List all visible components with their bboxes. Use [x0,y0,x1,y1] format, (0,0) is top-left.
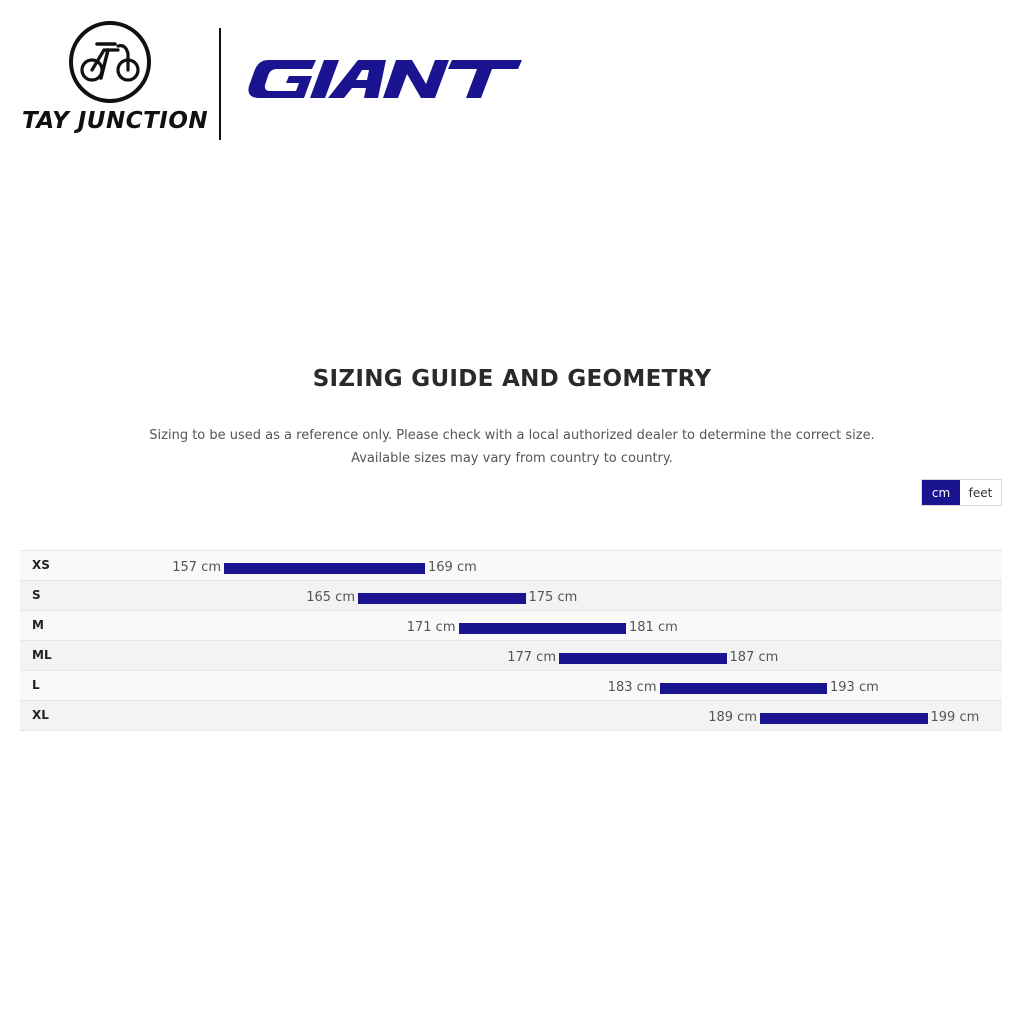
height-range-bar [459,623,627,634]
height-range-bar [660,683,828,694]
height-range-bar [559,653,727,664]
range-min-label: 189 cm [708,710,757,725]
availability-note: Available sizes may vary from country to country. [351,451,673,466]
size-label: ML [32,648,52,662]
size-row [20,700,1002,731]
header [0,0,1024,160]
range-max-label: 199 cm [930,710,980,725]
range-min-label: 183 cm [607,680,657,695]
size-label: S [32,588,41,602]
size-label: M [32,618,44,632]
range-min-label: 165 cm [306,590,355,605]
tay-junction-wordmark: TAY JUNCTION [22,108,209,134]
unit-cm-button[interactable]: cm [922,480,960,505]
size-label: XL [32,708,49,722]
size-row [20,550,1002,580]
bicycle-emblem-icon [68,20,152,104]
range-max-label: 181 cm [629,620,678,635]
page-title: SIZING GUIDE AND GEOMETRY [312,366,712,392]
range-max-label: 193 cm [830,680,879,695]
size-row [20,610,1002,640]
size-guide-table [20,550,1002,731]
unit-feet-button[interactable]: feet [960,480,1001,505]
height-range-bar [760,713,928,724]
range-max-label: 187 cm [729,650,779,665]
size-row [20,580,1002,610]
range-max-label: 175 cm [528,590,578,605]
range-min-label: 171 cm [406,620,456,635]
unit-toggle [921,479,1002,506]
range-min-label: 177 cm [507,650,556,665]
tay-junction-logo [22,20,209,140]
sizing-note: Sizing to be used as a reference only. Please check with a local authorized dealer to determine the correct size. [149,428,875,443]
logo-divider [219,28,221,140]
height-range-bar [358,593,526,604]
size-row [20,640,1002,670]
range-min-label: 157 cm [172,560,221,575]
height-range-bar [224,563,425,574]
size-label: L [32,678,40,692]
giant-logo [246,56,526,100]
size-label: XS [32,558,50,572]
size-row [20,670,1002,700]
range-max-label: 169 cm [428,560,477,575]
